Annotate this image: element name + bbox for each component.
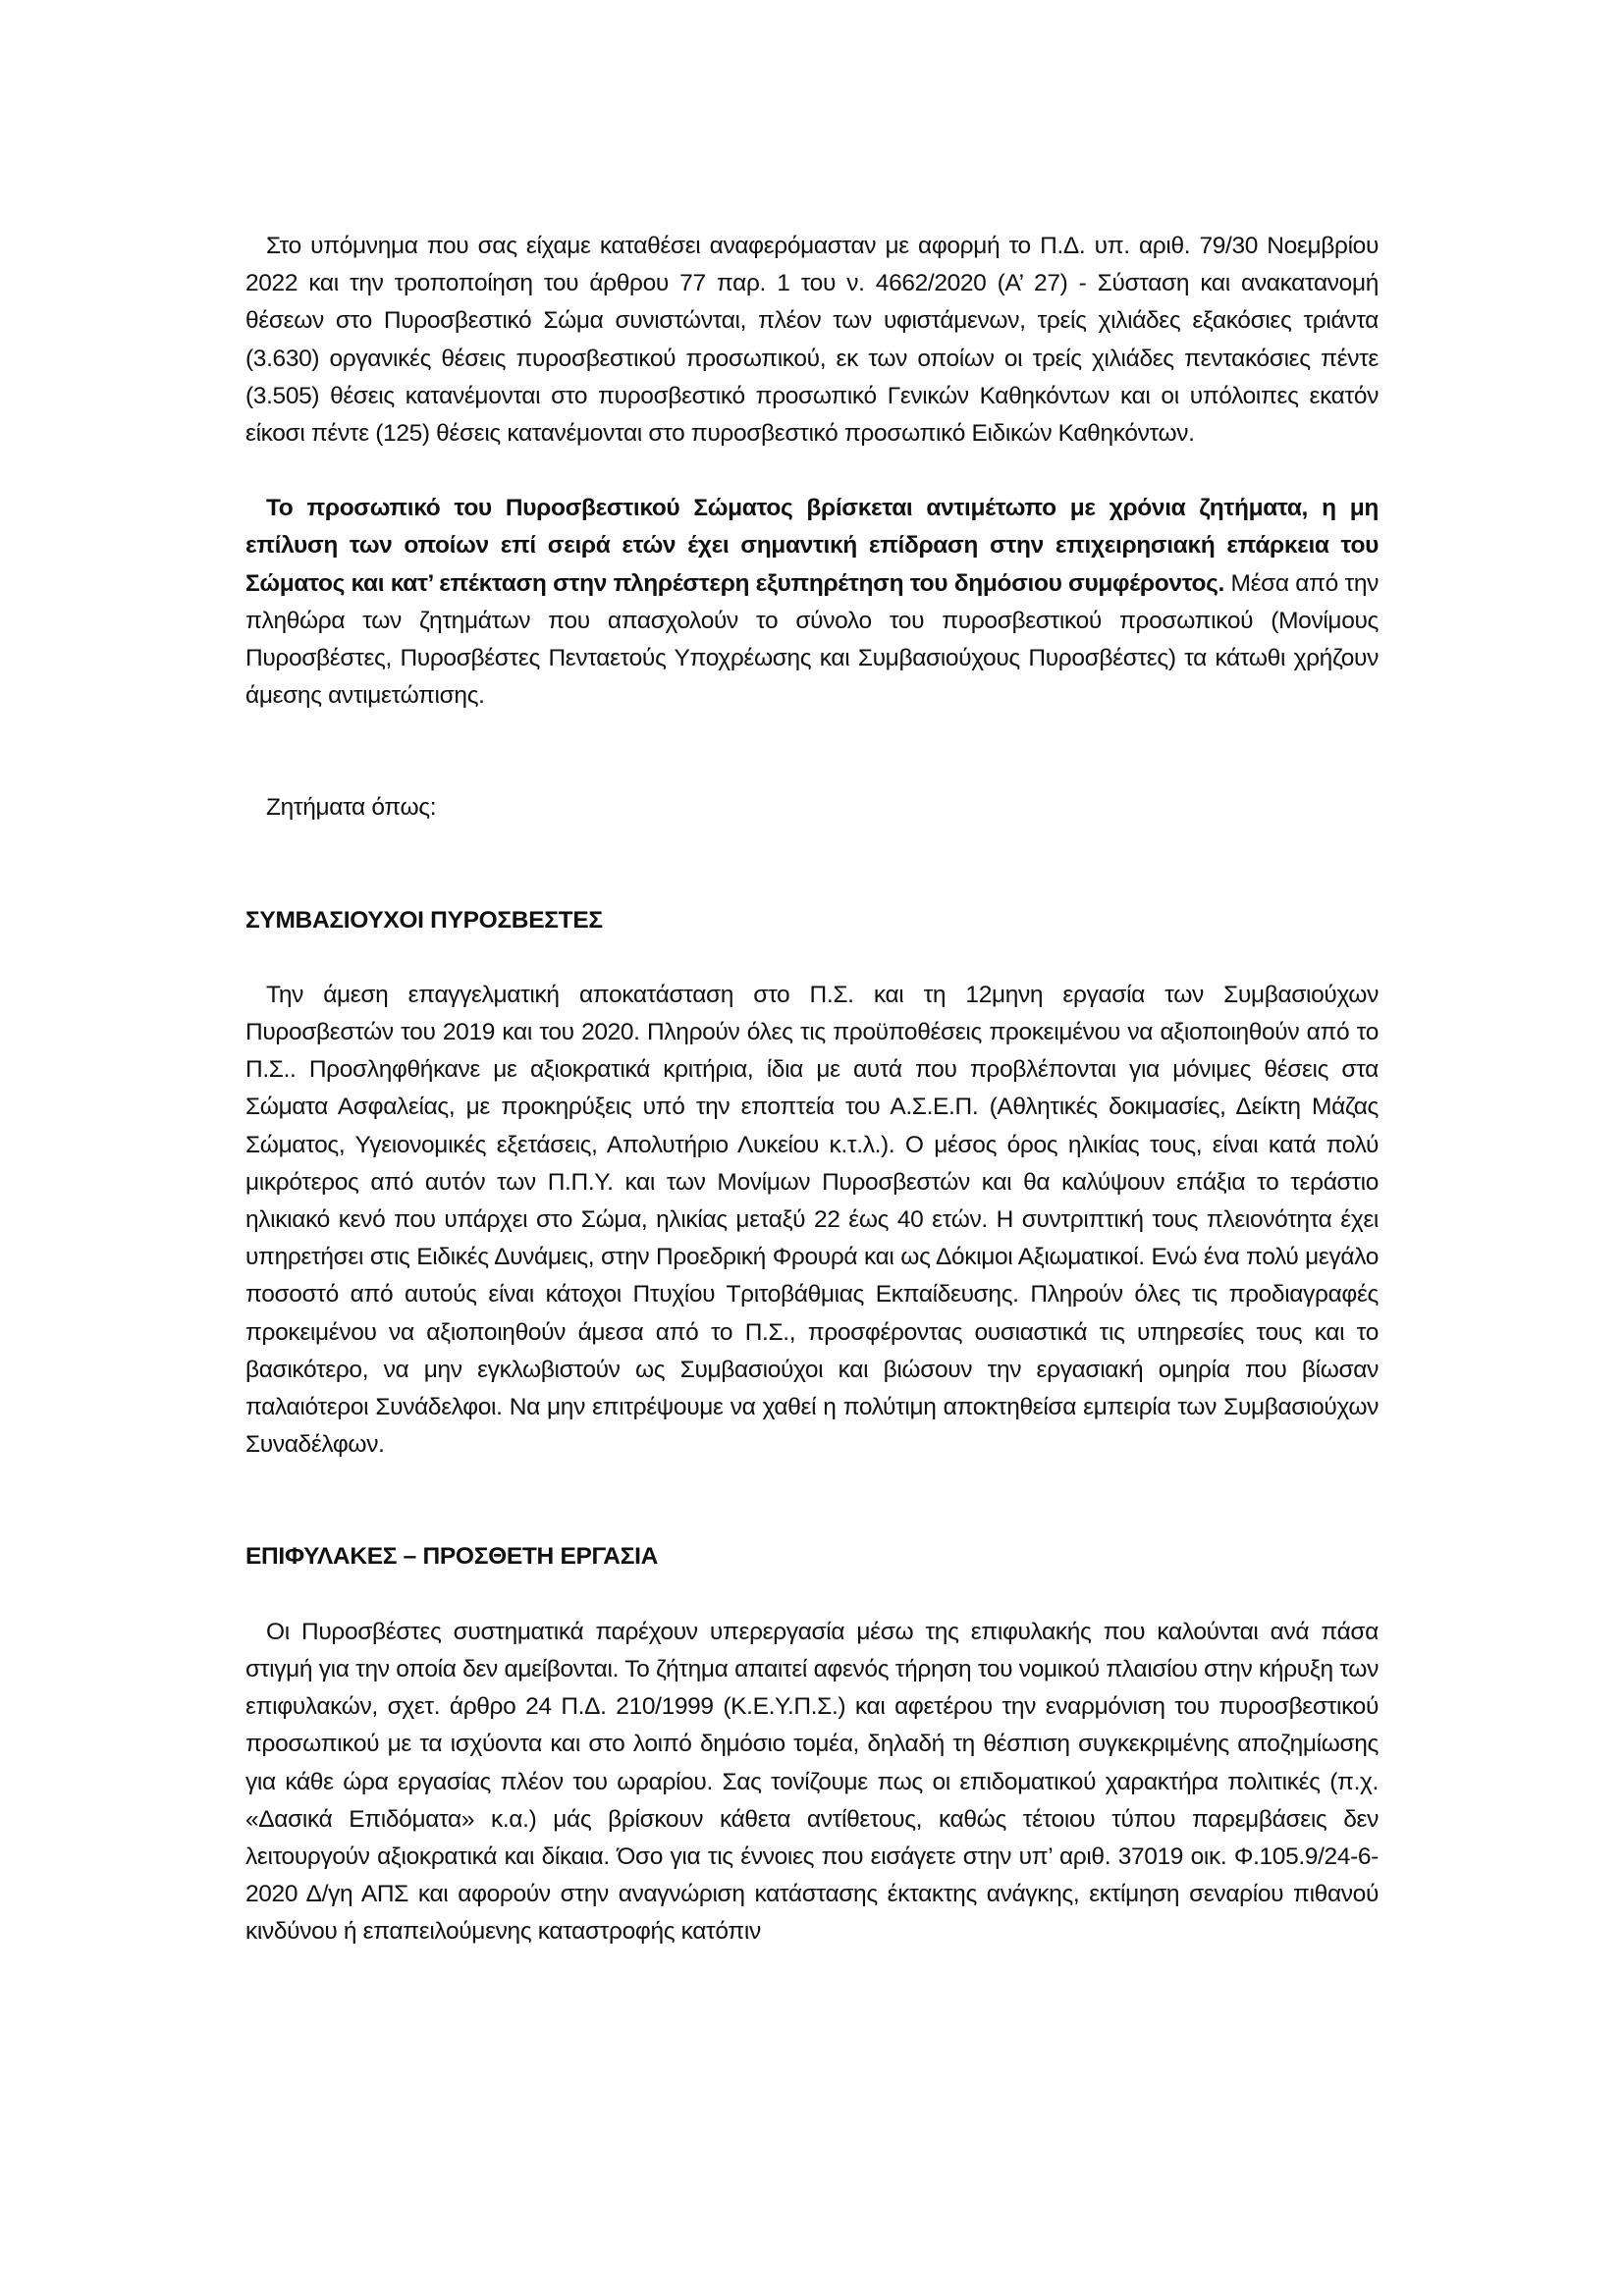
issues-lead: Ζητήματα όπως:: [266, 794, 437, 822]
document-page: [245, 228, 1379, 1951]
section-body-contract-firefighters: Την άμεση επαγγελματική αποκατάσταση στο Π.Σ. και τη 12μηνη εργασία των Συμβασιούχων Πυροσβεστών του 2019 και του 2020. Πληρούν όλες τις προϋποθέσεις προκειμένου να αξιοποιηθούν από το Π.Σ.. Προσληφθήκανε με αξιοκρατικά κριτήρια, ίδια με αυτά που προβλέπονται για μόνιμες θέσεις στα Σώματα Ασφαλείας, με προκηρύξεις υπό την εποπτεία του Α.Σ.Ε.Π. (Αθλητικές δοκιμασίες, Δείκτη Μάζας Σώματος, Υγειονομικές εξετάσεις, Απολυτήριο Λυκείου κ.τ.λ.). Ο μέσος όρος ηλικίας τους, είναι κατά πολύ μικρότερος από αυτόν των Π.Π.Υ. και των Μονίμων Πυροσβεστών και θα καλύψουν επάξια το τεράστιο ηλικιακό κενό που υπάρχει στο Σώμα, ηλικίας μεταξύ 22 έως 40 ετών. Η συντριπτική τους πλειονότητα έχει υπηρετήσει στις Ειδικές Δυνάμεις, στην Προεδρική Φρουρά και ως Δόκιμοι Αξιωματικοί. Ενώ ένα πολύ μεγάλο ποσοστό από αυτούς είναι κάτοχοι Πτυχίου Τριτοβάθμιας Εκπαίδευσης. Πληρούν όλες τις προδιαγραφές προκειμένου να αξιοποιηθούν άμεσα από το Π.Σ., προσφέροντας ουσιαστικά τις υπηρεσίες τους και το βασικότερο, να μην εγκλωβιστούν ως Συμβασιούχοι και βιώσουν την εργασιακή ομηρία που βίωσαν παλαιότεροι Συνάδελφοι. Να μην επιτρέψουμε να χαθεί η πολύτιμη αποκτηθείσα εμπειρία των Συμβασιούχων Συναδέλφων.: [245, 981, 1379, 1459]
section-heading-standby-overtime: ΕΠΙΦΥΛΑΚΕΣ – ΠΡΟΣΘΕΤΗ ΕΡΓΑΣΙΑ: [245, 1543, 658, 1571]
issues-paragraph: [245, 490, 1379, 715]
issues-paragraph-rest: Μέσα από την πληθώρα των ζητημάτων που απασχολούν το σύνολο του πυροσβεστικού προσωπικού (Μονίμους Πυροσβέστες, Πυροσβέστες Πενταετούς Υποχρέωσης και Συμβασιούχους Πυροσβέστες) τα κάτωθι χρήζουν άμεσης αντιμετώπισης.: [245, 569, 1379, 710]
section-heading-contract-firefighters: ΣΥΜΒΑΣΙΟΥΧΟΙ ΠΥΡΟΣΒΕΣΤΕΣ: [245, 906, 603, 934]
intro-paragraph: Στο υπόμνημα που σας είχαμε καταθέσει αναφερόμασταν με αφορμή το Π.Δ. υπ. αριθ. 79/30 Νοεμβρίου 2022 και την τροποποίηση του άρθρου 77 παρ. 1 του ν. 4662/2020 (Α’ 27) - Σύσταση και ανακατανομή θέσεων στο Πυροσβεστικό Σώμα συνιστώνται, πλέον των υφιστάμενων, τρείς χιλιάδες εξακόσιες τριάντα (3.630) οργανικές θέσεις πυροσβεστικού προσωπικού, εκ των οποίων οι τρείς χιλιάδες πεντακόσιες πέντε (3.505) θέσεις κατανέμονται στο πυροσβεστικό προσωπικό Γενικών Καθηκόντων και οι υπόλοιπες εκατόν είκοσι πέντε (125) θέσεις κατανέμονται στο πυροσβεστικό προσωπικό Ειδικών Καθηκόντων.: [245, 233, 1379, 448]
issues-paragraph-bold: Το προσωπικό του Πυροσβεστικού Σώματος βρίσκεται αντιμέτωπο με χρόνια ζητήματα, η μη επίλυση των οποίων επί σειρά ετών έχει σημαντική επίδραση στην επιχειρησιακή επάρκεια του Σώματος και κατ’ επέκταση στην πληρέστερη εξυπηρέτηση του δημόσιου συμφέροντος.: [245, 495, 1379, 597]
section-body-standby-overtime: Οι Πυροσβέστες συστηματικά παρέχουν υπερεργασία μέσω της επιφυλακής που καλούνται ανά πάσα στιγμή για την οποία δεν αμείβονται. Το ζήτημα απαιτεί αφενός τήρηση του νομικού πλαισίου στην κήρυξη των επιφυλακών, σχετ. άρθρο 24 Π.Δ. 210/1999 (Κ.Ε.Υ.Π.Σ.) και αφετέρου την εναρμόνιση του πυροσβεστικού προσωπικού με τα ισχύοντα και στο λοιπό δημόσιο τομέα, δηλαδή τη θέσπιση συγκεκριμένης αποζημίωσης για κάθε ώρα εργασίας πλέον του ωραρίου. Σας τονίζουμε πως οι επιδοματικού χαρακτήρα πολιτικές (π.χ. «Δασικά Επιδόματα» κ.α.) μάς βρίσκουν κάθετα αντίθετους, καθώς τέτοιου τύπου παρεμβάσεις δεν λειτουργούν αξιοκρατικά και δίκαια. Όσο για τις έννοιες που εισάγετε στην υπ’ αριθ. 37019 οικ. Φ.105.9/24-6-2020 Δ/γη ΑΠΣ και αφορούν στην αναγνώριση κατάστασης έκτακτης ανάγκης, εκτίμηση σεναρίου πιθανού κινδύνου ή επαπειλούμενης καταστροφής κατόπιν: [245, 1618, 1379, 1946]
